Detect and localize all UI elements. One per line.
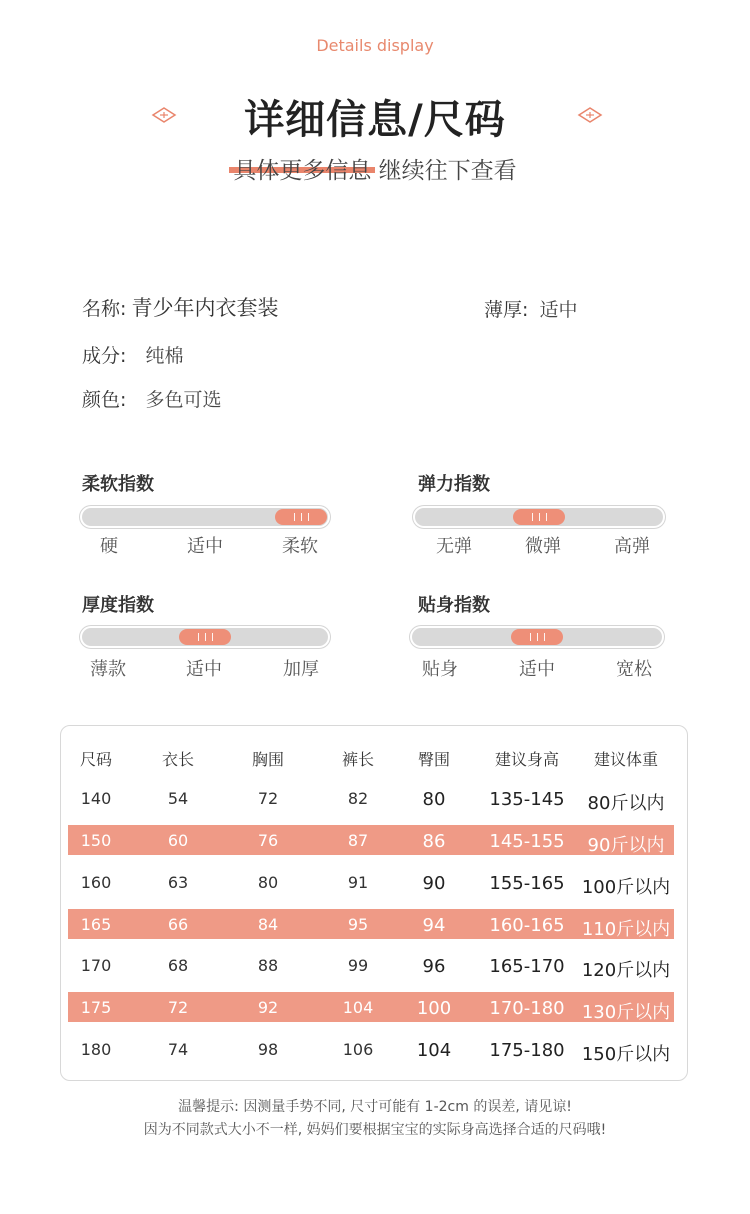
elasticity-index-track — [415, 508, 663, 526]
table-cell: 130斤以内 — [581, 1002, 671, 1023]
fit-label-mid: 适中 — [519, 659, 555, 680]
table-cell: 150斤以内 — [581, 1044, 671, 1065]
page-title: 详细信息/尺码 — [244, 97, 506, 143]
size-table — [60, 725, 688, 1081]
tagline-rest: 继续往下查看 — [371, 158, 517, 184]
info-thickness-row — [484, 295, 578, 322]
table-cell: 54 — [167, 789, 189, 808]
subtitle-en: Details display — [316, 36, 434, 55]
fit-label-high: 宽松 — [616, 659, 652, 680]
table-cell: 104 — [342, 998, 374, 1017]
table-cell: 90斤以内 — [587, 835, 665, 856]
info-color-row — [82, 385, 222, 412]
tagline-highlight: 具体更多信息 — [233, 152, 371, 185]
table-cell: 68 — [167, 956, 189, 975]
table-cell: 72 — [257, 789, 279, 808]
table-header-cell: 建议体重 — [593, 750, 658, 769]
info-material-value: 纯棉 — [145, 345, 184, 367]
table-cell: 94 — [422, 915, 446, 936]
table-cell: 80斤以内 — [587, 793, 665, 814]
table-cell: 90 — [422, 873, 446, 894]
table-cell: 106 — [342, 1040, 374, 1059]
table-cell: 95 — [347, 915, 369, 934]
info-material-row — [82, 341, 184, 368]
table-cell: 120斤以内 — [581, 960, 671, 981]
fit-index-track — [412, 628, 662, 646]
table-header-cell: 胸围 — [251, 750, 284, 769]
table-cell: 175 — [80, 998, 112, 1017]
table-cell: 100斤以内 — [581, 877, 671, 898]
table-cell: 104 — [416, 1040, 452, 1061]
diamond-ornament-icon — [577, 106, 603, 124]
table-cell: 145-155 — [489, 831, 565, 852]
table-cell: 63 — [167, 873, 189, 892]
softness-label-low: 硬 — [100, 536, 118, 557]
table-cell: 140 — [80, 789, 112, 808]
fit-label-low: 贴身 — [422, 659, 458, 680]
thickness-label-high: 加厚 — [283, 659, 319, 680]
info-color-label: 颜色: — [82, 389, 127, 411]
elasticity-index-knob — [513, 509, 565, 525]
table-cell: 165-170 — [489, 956, 565, 977]
table-cell: 160-165 — [489, 915, 565, 936]
fit-index-title: 贴身指数 — [418, 595, 490, 616]
table-cell: 110斤以内 — [581, 919, 671, 940]
softness-index-knob — [275, 509, 327, 525]
softness-index-track — [82, 508, 328, 526]
table-cell: 80 — [257, 873, 279, 892]
note-line-1: 温馨提示: 因测量手势不同, 尺寸可能有 1-2cm 的误差, 请见谅! — [178, 1099, 572, 1115]
note-line-2: 因为不同款式大小不一样, 妈妈们要根据宝宝的实际身高选择合适的尺码哦! — [143, 1122, 607, 1138]
table-cell: 84 — [257, 915, 279, 934]
fit-index-knob — [511, 629, 563, 645]
thickness-index-track — [82, 628, 328, 646]
softness-label-mid: 适中 — [187, 536, 223, 557]
table-cell: 80 — [422, 789, 446, 810]
elasticity-label-high: 高弹 — [614, 536, 650, 557]
table-cell: 150 — [80, 831, 112, 850]
thickness-label-low: 薄款 — [90, 659, 126, 680]
table-header-cell: 尺码 — [79, 750, 112, 769]
info-name-label: 名称: — [82, 298, 127, 320]
table-cell: 92 — [257, 998, 279, 1017]
table-cell: 170-180 — [489, 998, 565, 1019]
info-name-row — [82, 292, 279, 322]
table-cell: 82 — [347, 789, 369, 808]
table-cell: 170 — [80, 956, 112, 975]
table-cell: 86 — [422, 831, 446, 852]
table-cell: 99 — [347, 956, 369, 975]
softness-index-title: 柔软指数 — [82, 474, 154, 495]
info-name-value: 青少年内衣套装 — [131, 296, 279, 320]
table-cell: 100 — [416, 998, 452, 1019]
table-cell: 60 — [167, 831, 189, 850]
thickness-index-title: 厚度指数 — [82, 595, 154, 616]
table-cell: 96 — [422, 956, 446, 977]
tagline — [0, 152, 750, 185]
table-header-cell: 衣长 — [161, 750, 194, 769]
table-cell: 88 — [257, 956, 279, 975]
table-cell: 91 — [347, 873, 369, 892]
softness-label-high: 柔软 — [282, 536, 318, 557]
table-cell: 76 — [257, 831, 279, 850]
table-cell: 66 — [167, 915, 189, 934]
thickness-label-mid: 适中 — [186, 659, 222, 680]
table-header-cell: 建议身高 — [494, 750, 559, 769]
info-thickness-value: 适中 — [539, 299, 578, 321]
table-header-cell: 裤长 — [341, 750, 374, 769]
elasticity-label-low: 无弹 — [436, 536, 472, 557]
info-material-label: 成分: — [82, 345, 127, 367]
table-cell: 74 — [167, 1040, 189, 1059]
table-cell: 98 — [257, 1040, 279, 1059]
table-cell: 180 — [80, 1040, 112, 1059]
info-color-value: 多色可选 — [145, 389, 222, 411]
info-thickness-label: 薄厚: — [484, 299, 529, 321]
table-header-cell: 臀围 — [417, 750, 450, 769]
table-cell: 135-145 — [489, 789, 565, 810]
table-cell: 72 — [167, 998, 189, 1017]
table-cell: 155-165 — [489, 873, 565, 894]
table-cell: 160 — [80, 873, 112, 892]
thickness-index-knob — [179, 629, 231, 645]
table-cell: 175-180 — [489, 1040, 565, 1061]
elasticity-index-title: 弹力指数 — [418, 474, 490, 495]
elasticity-label-mid: 微弹 — [525, 536, 561, 557]
table-cell: 165 — [80, 915, 112, 934]
table-cell: 87 — [347, 831, 369, 850]
